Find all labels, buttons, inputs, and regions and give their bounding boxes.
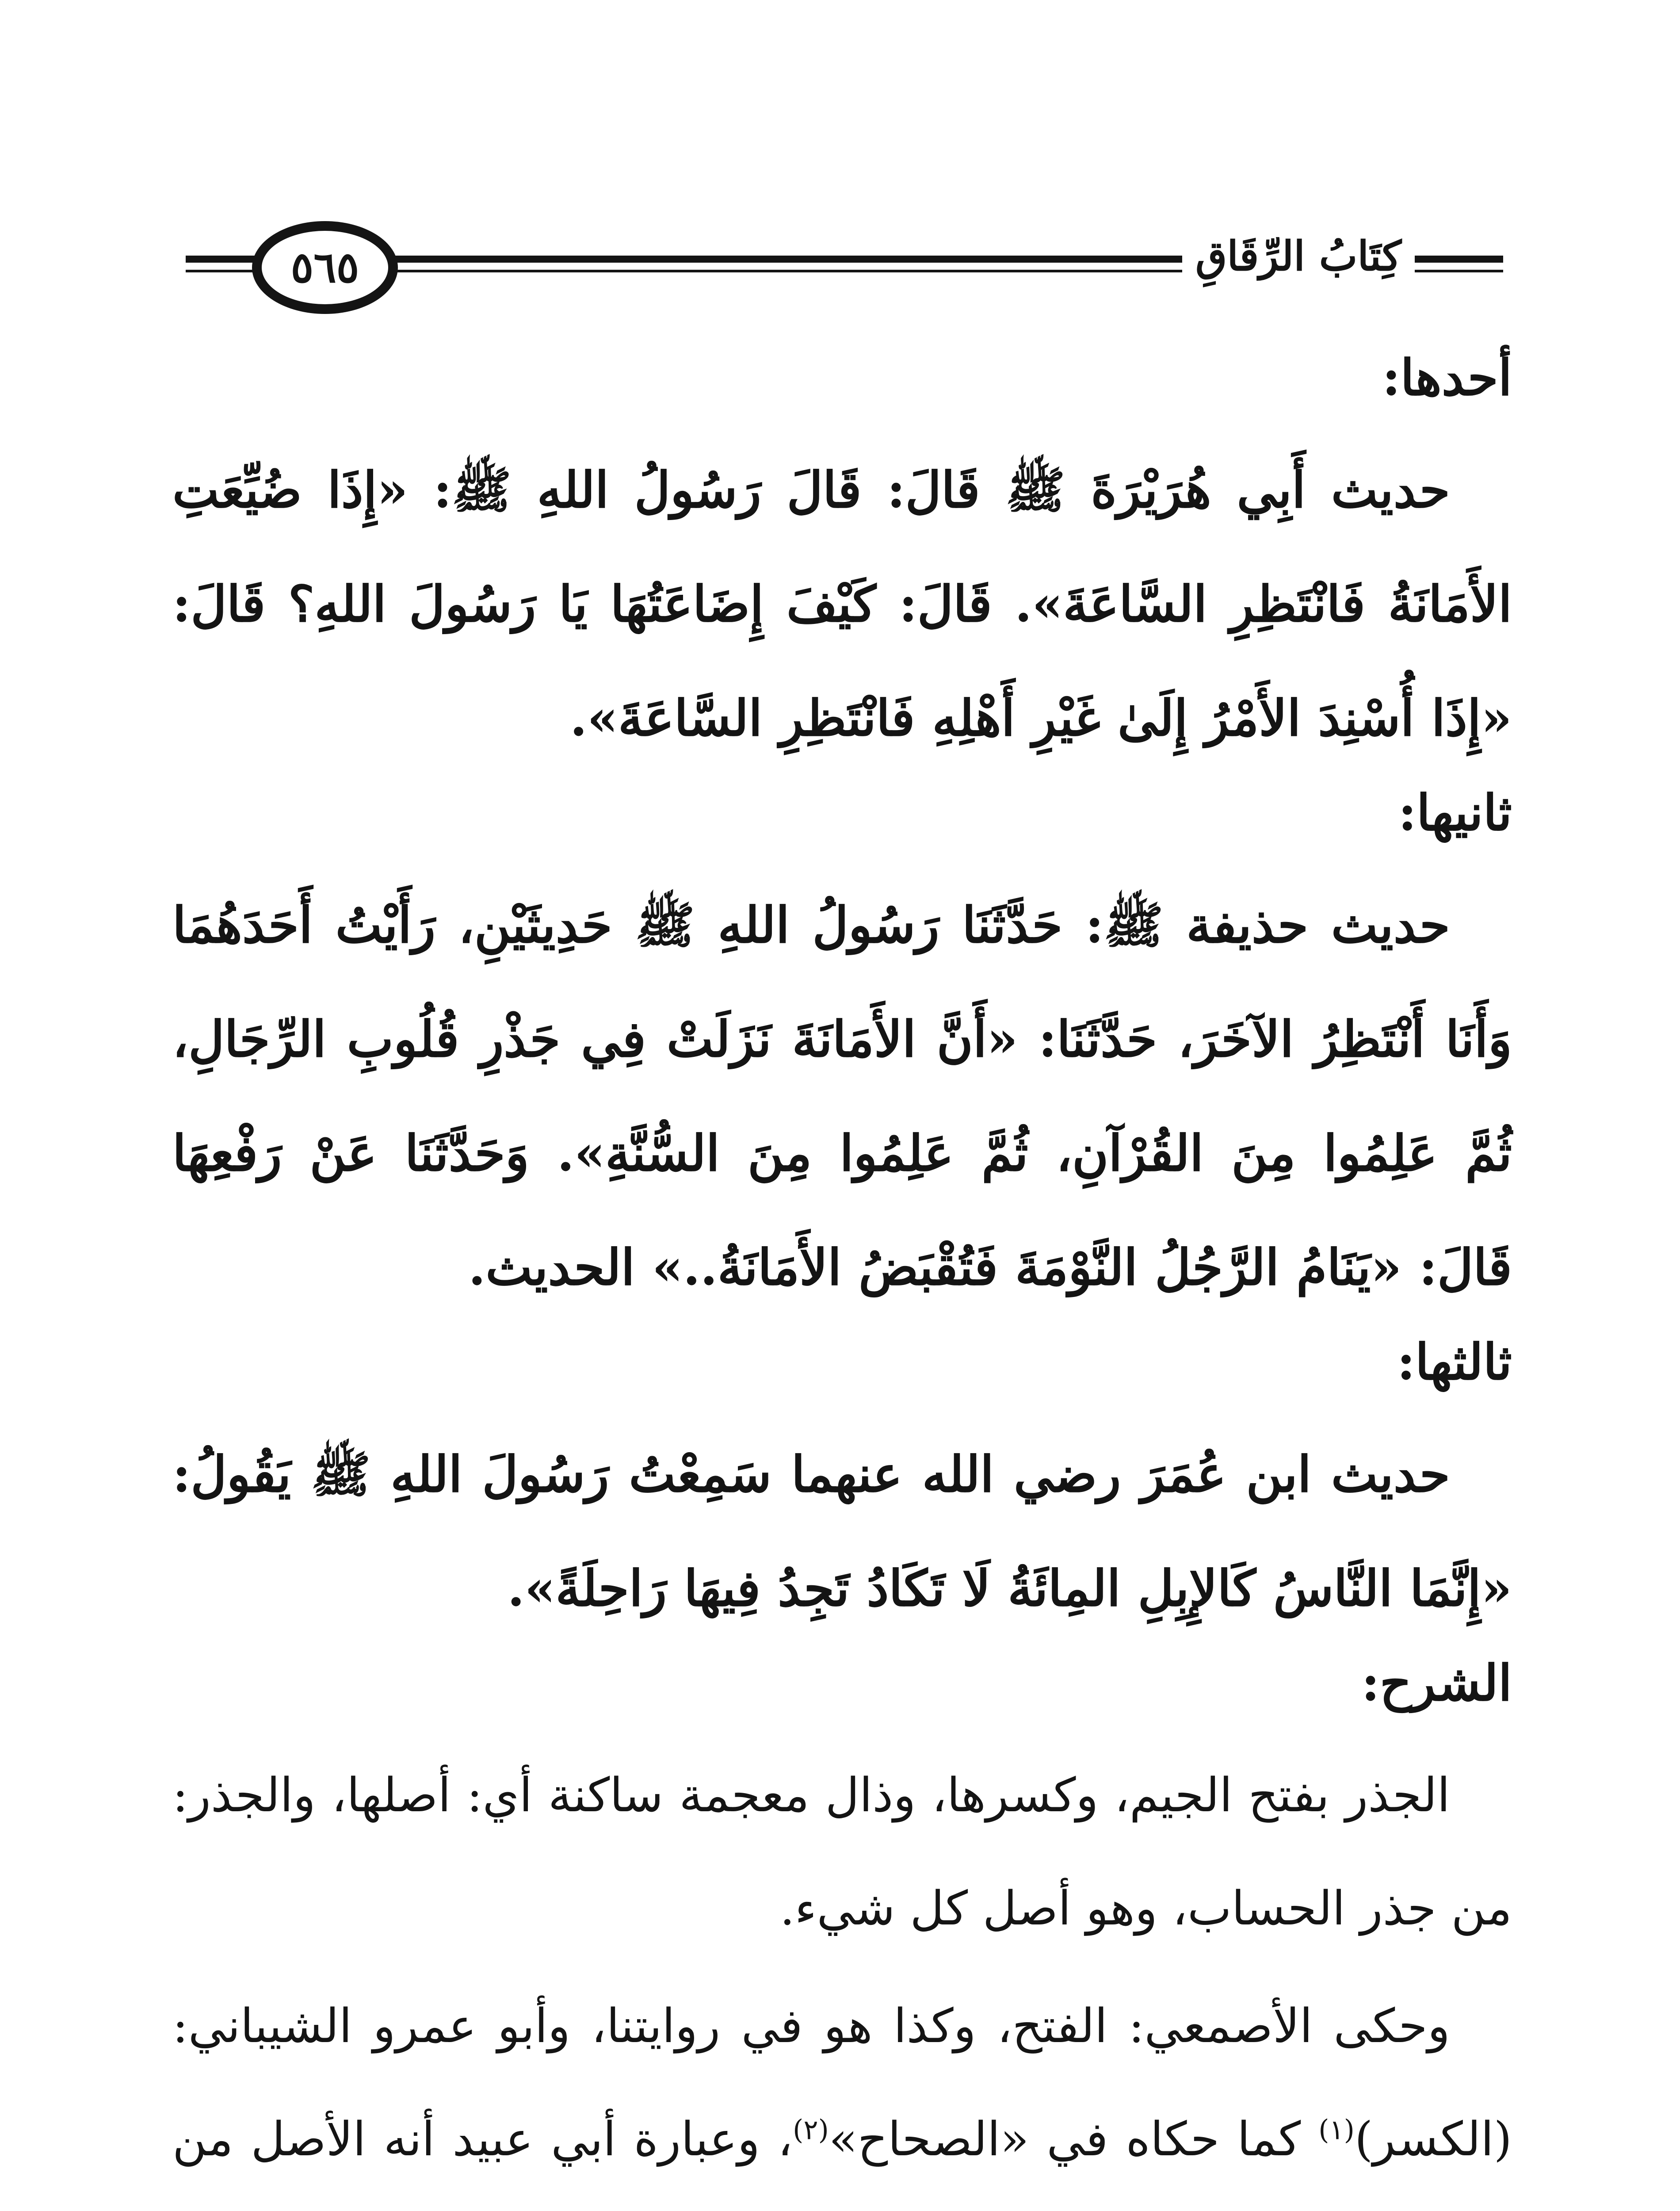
sharh-heading: الشرح:	[1361, 1654, 1512, 1712]
section-heading-3: ثالثها:	[1397, 1333, 1512, 1391]
book-title: كِتَابُ الرِّقَاقِ	[1182, 232, 1415, 280]
hadith-abu-hurairah: حديث أَبِي هُرَيْرَةَ ﷺ قَالَ: قَالَ رَسُولُ اللهِ ﷺ: «إِذَا ضُيِّعَتِ الأَمَانَةُ فَانْتَظِرِ السَّاعَةَ». قَالَ: كَيْفَ إِضَاعَتُهَا يَا رَسُولَ اللهِ؟ قَالَ: «إِذَا أُسْنِدَ الأَمْرُ إِلَىٰ غَيْرِ أَهْلِهِ فَانْتَظِرِ السَّاعَةَ».	[172, 461, 1512, 747]
footnote-ref-2: (٢)	[793, 2113, 829, 2146]
footnote-ref-1: (١)	[1318, 2113, 1355, 2146]
hadith-ibn-umar: حديث ابن عُمَرَ رضي الله عنهما سَمِعْتُ رَسُولَ اللهِ ﷺ يَقُولُ: «إِنَّمَا النَّاسُ كَالإِبِلِ المِائَةُ لَا تَكَادُ تَجِدُ فِيهَا رَاحِلَةً».	[172, 1446, 1512, 1618]
hadith-hudhayfah: حديث حذيفة ﷺ: حَدَّثَنَا رَسُولُ اللهِ ﷺ حَدِيثَيْنِ، رَأَيْتُ أَحَدَهُمَا وَأَنَا أَنْتَظِرُ الآخَرَ، حَدَّثَنَا: «أَنَّ الأَمَانَةَ نَزَلَتْ فِي جَذْرِ قُلُوبِ الرِّجَالِ، ثُمَّ عَلِمُوا مِنَ القُرْآنِ، ثُمَّ عَلِمُوا مِنَ السُّنَّةِ». وَحَدَّثَنَا عَنْ رَفْعِهَا قَالَ: «يَنَامُ الرَّجُلُ النَّوْمَةَ فَتُقْبَضُ الأَمَانَةُ..» الحديث.	[172, 896, 1512, 1297]
sharh-paragraph-2-part-c: ، وعبارة أبي عبيد أنه الأصل من	[172, 2112, 793, 2166]
sharh-paragraph-2-part-b: كما حكاه في «الصحاح»	[829, 2112, 1319, 2166]
sharh-paragraph-2	[172, 1970, 1512, 2211]
page-number-oval	[252, 221, 398, 314]
main-text	[172, 340, 1512, 2211]
sharh-paragraph-1: الجذر بفتح الجيم، وكسرها، وذال معجمة ساكنة أي: أصلها، والجذر: من جذر الحساب، وهو أصل كل شيء.	[172, 1768, 1512, 1936]
section-heading-2: ثانيها:	[1398, 784, 1512, 842]
sharh-paragraph-2-part-a: وحكى الأصمعي: الفتح، وكذا هو في روايتنا، وأبو عمرو الشيباني: (الكسر)	[172, 1999, 1512, 2166]
page-number: ٥٦٥	[290, 242, 359, 292]
section-heading-1: أحدها:	[1382, 349, 1512, 407]
running-header	[186, 208, 1503, 340]
